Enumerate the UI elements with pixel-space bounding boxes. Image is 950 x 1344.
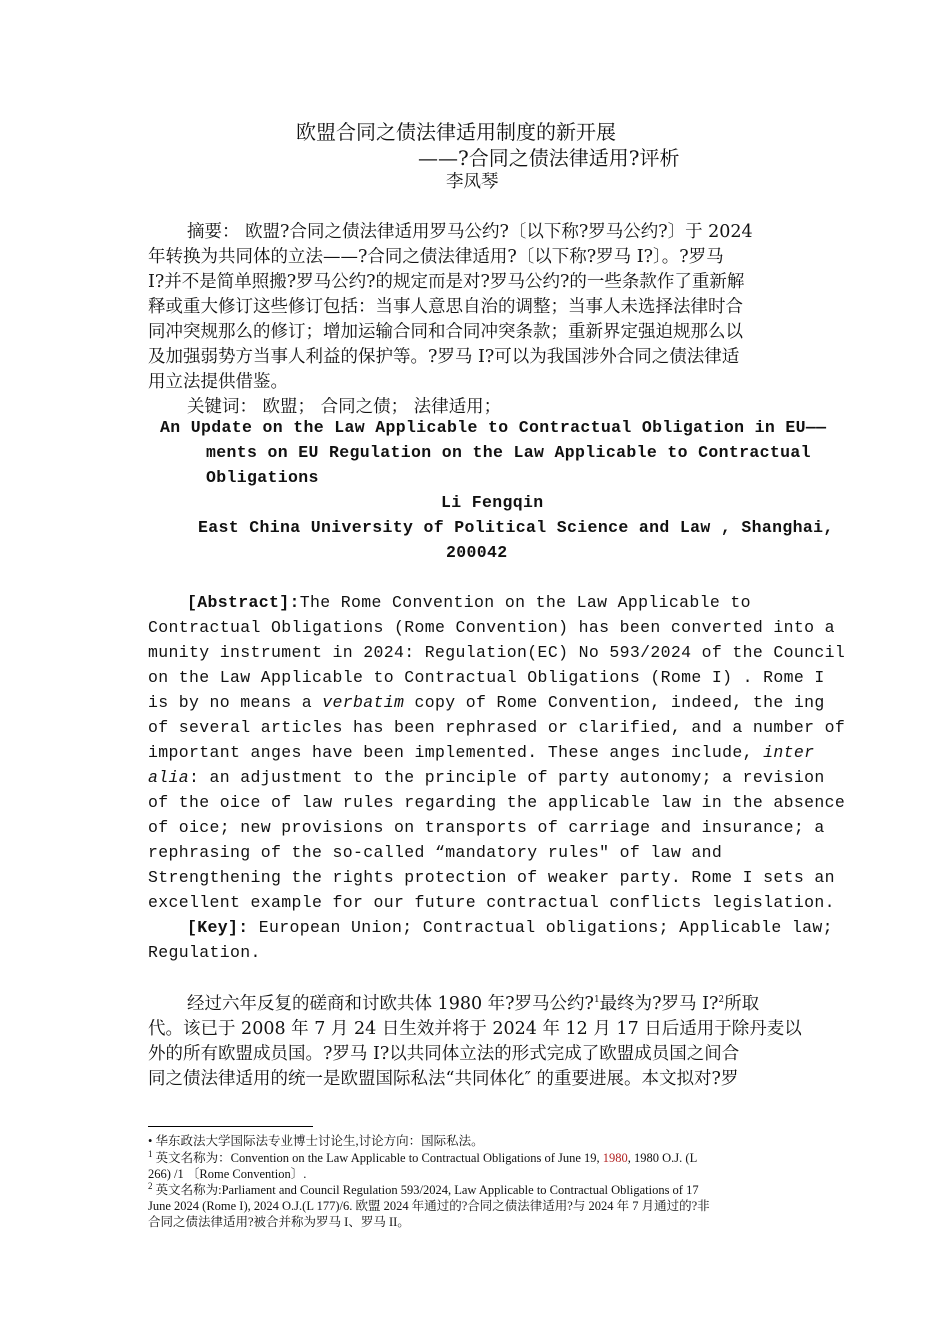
abstract-en-line: alia: an adjustment to the principle of party autonomy; a revision [148, 768, 825, 787]
abstract-cn-line: 摘要： 欧盟?合同之债法律适用罗马公约?〔以下称?罗马公约?〕于 2024 [187, 222, 753, 242]
body-line: 同之债法律适用的统一是欧盟国际私法“共同体化″ 的重要进展。本文拟对?罗 [148, 1069, 739, 1089]
footnote-ref[interactable]: 2 [718, 995, 725, 1006]
footnote-1: $^1$ 英文名称为：Convention on the Law Applicable to Contractual Obligations of June 19, 1980, 1980 O.J. (L [148, 1148, 698, 1165]
footnote-divider [148, 1126, 313, 1127]
italic-term: inter [763, 743, 815, 762]
abstract-en-line: of oice; new provisions on transports of carriage and insurance; a [148, 818, 825, 837]
footnote-2-line3: 合同之债法律适用?被合并称为罗马 I、罗马 II。 [148, 1215, 410, 1229]
abstract-en-line: important anges have been implemented. These anges include, inter [148, 743, 815, 762]
abstract-en-line: on the Law Applicable to Contractual Obligations (Rome I) . Rome I [148, 668, 825, 687]
abstract-en-line: excellent example for our future contractual conflicts legislation. [148, 893, 835, 912]
english-postcode: 200042 [446, 543, 508, 562]
footnote-ref[interactable]: 1 [593, 995, 600, 1006]
abstract-cn-line: 用立法提供借鉴。 [148, 372, 288, 392]
italic-term: verbatim [322, 693, 405, 712]
abstract-cn-line: 同冲突规那么的修订；增加运输合同和合同冲突条款；重新界定强迫规那么以 [148, 322, 743, 342]
footnote-year: 1980 [602, 1151, 628, 1165]
abstract-en-line: rephrasing of the so-called “mandatory rules″ of law and [148, 843, 723, 862]
author-cn: 李凤琴 [446, 172, 499, 192]
english-title-line: An Update on the Law Applicable to Contractual Obligation in EU—— [160, 418, 827, 437]
paper-title: 欧盟合同之债法律适用制度的新开展 [296, 120, 616, 144]
footnote-author: • 华东政法大学国际法专业博士讨论生,讨论方向：国际私法。 [148, 1134, 484, 1148]
keywords-en-line2: Regulation. [148, 943, 261, 962]
footnote-2-line2: June 2024 (Rome I), 2024 O.J.(L 177)/6. 欧盟 2024 年通过的?合同之债法律适用?与 2024 年 7 月通过的?非 [148, 1199, 710, 1213]
abstract-en-line: of several articles has been rephrased or clarified, and a number of [148, 718, 846, 737]
keywords-en: [Key]: European Union; Contractual obligations; Applicable law; [187, 918, 833, 937]
body-line: 外的所有欧盟成员国。?罗马 I?以共同体立法的形式完成了欧盟成员国之间合 [148, 1044, 740, 1064]
abstract-en-line: of the oice of law rules regarding the applicable law in the absence [148, 793, 846, 812]
italic-term: alia [148, 768, 190, 787]
abstract-en-line: Strengthening the rights protection of weaker party. Rome I sets an [148, 868, 835, 887]
abstract-cn-line: 及加强弱势方当事人利益的保护等。?罗马 I?可以为我国涉外合同之债法律适 [148, 347, 740, 367]
abstract-en-line: Contractual Obligations (Rome Convention) has been converted into a [148, 618, 835, 637]
footnote-2: $^2$ 英文名称为:Parliament and Council Regulation 593/2024, Law Applicable to Contractual Obligations of 17 [148, 1180, 699, 1197]
abstract-en-line: [Abstract]:The Rome Convention on the Law Applicable to [187, 593, 751, 612]
english-title-line: Obligations [206, 468, 319, 487]
body-line: 代。该已于 2008 年 7 月 24 日生效并将于 2024 年 12 月 17 日后适用于除丹麦以 [148, 1019, 802, 1039]
key-label: [Key]: [187, 918, 249, 937]
abstract-cn-line: 年转换为共同体的立法——?合同之债法律适用?〔以下称?罗马 I?〕。?罗马 [148, 247, 724, 267]
abstract-en-line: is by no means a verbatim copy of Rome Convention, indeed, the ing [148, 693, 825, 712]
abstract-cn-line: I?并不是简单照搬?罗马公约?的规定而是对?罗马公约?的一些条款作了重新解 [148, 272, 745, 292]
english-author: Li Fengqin [441, 493, 544, 512]
abstract-en-line: munity instrument in 2024: Regulation(EC) No 593/2024 of the Council [148, 643, 846, 662]
abstract-label: [Abstract]: [187, 593, 300, 612]
paper-subtitle: ——?合同之债法律适用?评析 [418, 146, 680, 170]
body-line: 经过六年反复的磋商和讨欧共体 1980 年?罗马公约?$^1$最终为?罗马 I?$^2$所取 [187, 994, 760, 1014]
english-affiliation: East China University of Political Science and Law , Shanghai, [198, 518, 834, 537]
keywords-cn: 关键词： 欧盟； 合同之债； 法律适用； [187, 397, 502, 417]
footnote-1-line2: 266) /1 〔Rome Convention〕. [148, 1167, 307, 1181]
abstract-cn-line: 释或重大修订这些修订包括：当事人意思自治的调整；当事人未选择法律时合 [148, 297, 743, 317]
english-title-line: ments on EU Regulation on the Law Applicable to Contractual [206, 443, 811, 462]
